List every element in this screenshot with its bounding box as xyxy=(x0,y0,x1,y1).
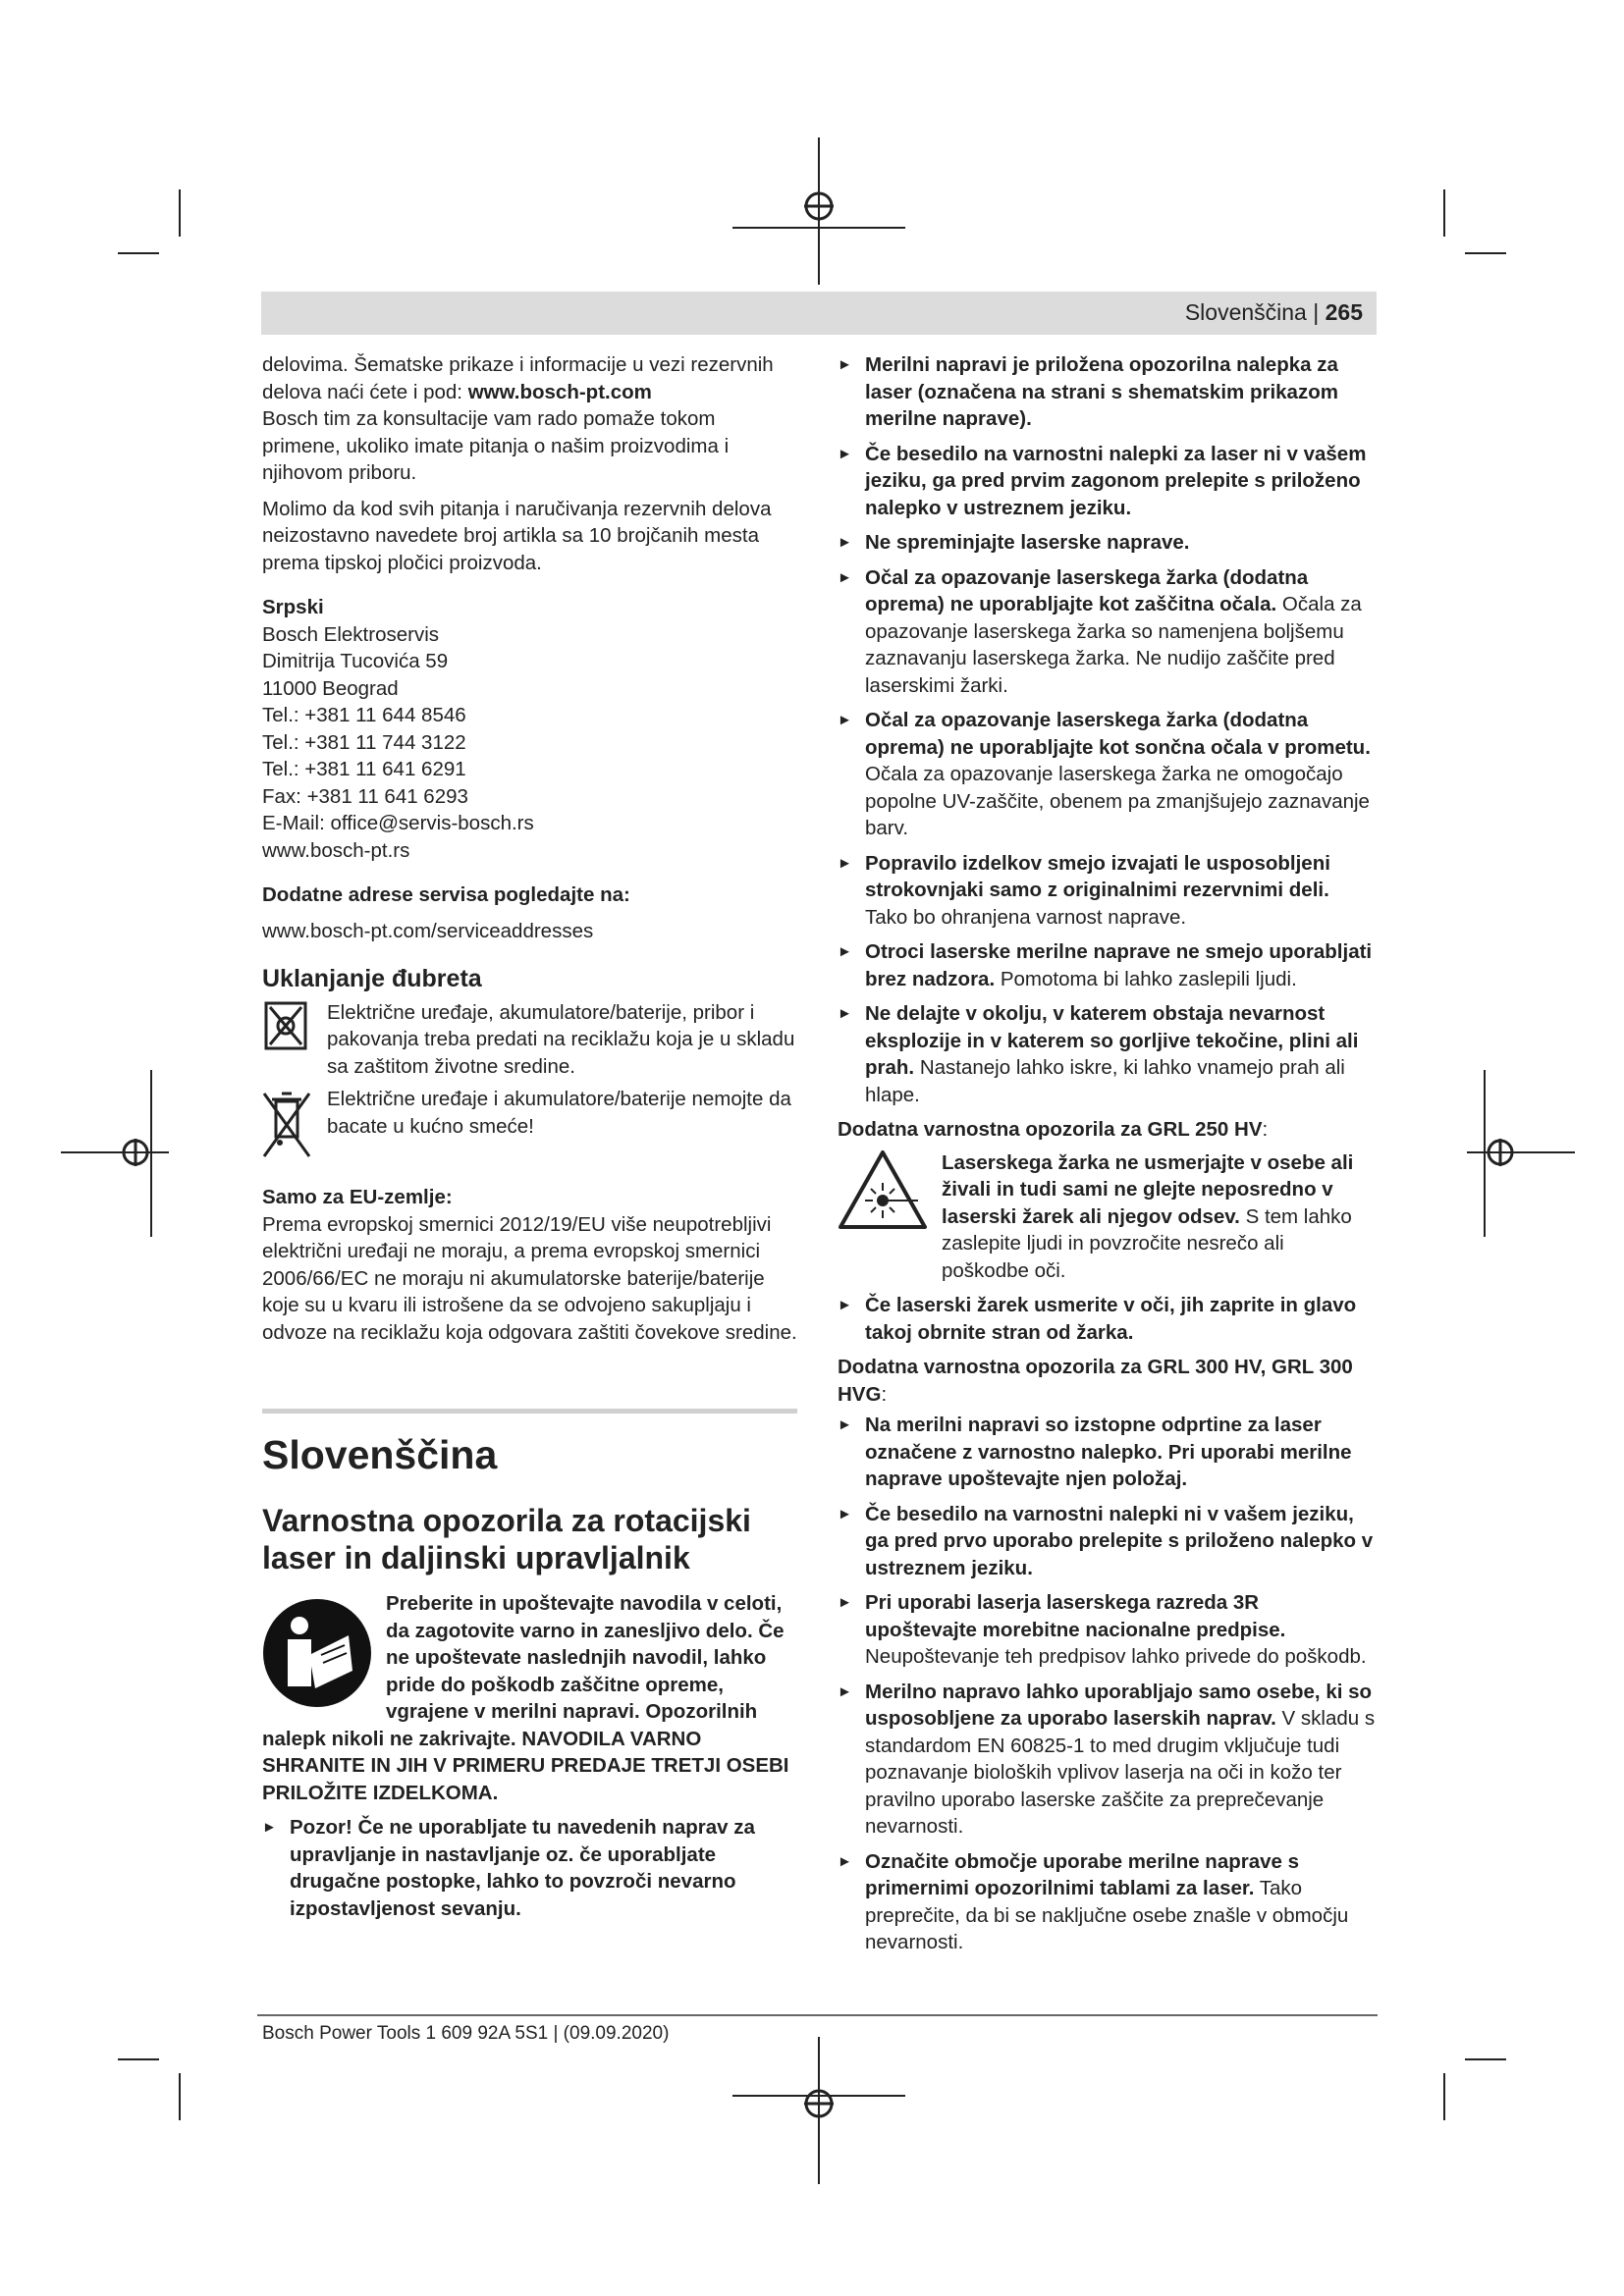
consult-paragraph: Bosch tim za konsultacije vam rado pomaže tokom primene, ukoliko imate pitanja o našim proizvodima i njihovom priboru. xyxy=(262,407,730,484)
read-manual-icon xyxy=(262,1598,372,1708)
registration-mark-right xyxy=(1467,1070,1575,1237)
subsection-title: Varnostna opozorila za rotacijski laser in daljinski upravljalnik xyxy=(262,1503,751,1575)
disposal-row-2 xyxy=(262,1086,797,1164)
bullet-item: ► Pozor! Če ne uporabljate tu navedenih naprav za upravljanje in nastavljanje oz. če uporabljate drugačne postopke, lahko to povzroči nevarno izpostavljenost sevanju. xyxy=(262,1814,797,1922)
address-line: Fax: +381 11 641 6293 xyxy=(262,784,468,808)
registration-mark-top xyxy=(732,137,905,285)
page-footer: Bosch Power Tools 1 609 92A 5S1 | (09.09.2020) xyxy=(262,2023,670,2044)
header-language: Slovenščina xyxy=(1184,299,1307,325)
srpski-title: Srpski xyxy=(262,596,324,618)
more-addresses-title: Dodatne adrese servisa pogledajte na: xyxy=(262,883,630,906)
registration-mark-bottom xyxy=(732,2037,905,2184)
section-separator xyxy=(262,1409,797,1414)
address-line: Tel.: +381 11 641 6291 xyxy=(262,758,466,780)
bullet-item: ► Popravilo izdelkov smejo izvajati le usposobljeni strokovnjaki samo z originalnimi rezervnimi deli. Tako bo ohranjena varnost naprave. xyxy=(838,850,1376,932)
bosch-link[interactable]: www.bosch-pt.com xyxy=(467,380,652,403)
laser-warning-text: Laserskega žarka ne usmerjajte v osebe ali živali in tudi sami ne glejte neposredno v laserski žarek ali njegov odsev. S tem lahko zaslepite ljudi in povzročite nesrečo ali poškodbe oči. xyxy=(942,1150,1354,1282)
bullet-item: ► Na merilni napravi so izstopne odprtine za laser označene z varnostno nalepko. Pri uporabi merilne naprave upoštevajte njen položaj. xyxy=(838,1412,1376,1493)
more-addresses-url[interactable]: www.bosch-pt.com/serviceaddresses xyxy=(262,919,594,942)
grl300-title: Dodatna varnostna opozorila za GRL 300 HV, GRL 300 HVG: xyxy=(838,1356,1353,1406)
laser-warning-block xyxy=(838,1149,1376,1285)
footer-rule xyxy=(257,2014,1378,2016)
left-column xyxy=(262,351,797,1930)
bullet-item: ► Merilni napravi je priložena opozorilna nalepka za laser (označena na strani s shematskim prikazom merilne naprave). xyxy=(838,351,1376,433)
page-number: 265 xyxy=(1325,299,1363,325)
bullet-item: ► Ne spreminjajte laserske naprave. xyxy=(838,529,1376,557)
bullet-item: ► Merilno napravo lahko uporabljajo samo osebe, ki so usposobljene za uporabo laserskih naprav. V skladu s standardom EN 60825-1 to med drugim vključuje tudi poznavanje bioloških vplivov laserja na oči in kožo ter pravilno uporabo laserske zaščite za preprečevanje nevarnosti. xyxy=(838,1679,1376,1841)
bullet-item: ► Označite območje uporabe merilne naprave s primernimi opozorilnimi tablami za laser. Tako preprečite, da bi se naključne osebe znašle v območju nevarnosti. xyxy=(838,1848,1376,1956)
article-number-paragraph: Molimo da kod svih pitanja i naručivanja rezervnih delova neizostavno navedete broj artikla sa 10 brojčanih mesta prema tipskoj pločici proizvoda. xyxy=(262,497,772,574)
header-separator: | xyxy=(1313,299,1320,325)
disposal-text-1: Električne uređaje, akumulatore/baterije, pribor i pakovanja treba predati na reciklažu koja je u skladu sa zaštitom životne sredine. xyxy=(327,1000,795,1078)
bullet-item: ► Otroci laserske merilne naprave ne smejo uporabljati brez nadzora. Pomotoma bi lahko zaslepili ljudi. xyxy=(838,938,1376,992)
section-title: Slovenščina xyxy=(262,1432,498,1477)
right-bullets-3 xyxy=(838,1412,1376,1956)
eu-title: Samo za EU-zemlje: xyxy=(262,1186,453,1208)
address-line: Dimitrija Tucovića 59 xyxy=(262,650,449,672)
bullet-item: ► Očal za opazovanje laserskega žarka (dodatna oprema) ne uporabljajte kot zaščitna očala. Očala za opazovanje laserskega žarka so namenjena boljšemu zaznavanju laserskega žarka. Ne nudijo zaščite pred laserskimi žarki. xyxy=(838,564,1376,700)
bullet-item: ► Ne delajte v okolju, v katerem obstaja nevarnost eksplozije in v katerem so gorljive tekočine, plini ali prah. Nastanejo lahko iskre, ki lahko vnamejo prah ali hlape. xyxy=(838,1000,1376,1108)
address-line: E-Mail: office@servis-bosch.rs xyxy=(262,812,534,834)
left-bullets xyxy=(262,1814,797,1922)
bullet-item: ► Očal za opazovanje laserskega žarka (dodatna oprema) ne uporabljajte kot sončna očala v prometu. Očala za opazovanje laserskega žarka ne omogočajo popolne UV-zaščite, obenem pa zmanjšujejo zaznavanje barv. xyxy=(838,707,1376,842)
disposal-title: Uklanjanje đubreta xyxy=(262,965,482,992)
eu-text: Prema evropskoj smernici 2012/19/EU više neupotrebljivi električni uređaji ne moraju, a prema evropskoj smernici 2006/66/EC ne moraju ni akumulatorske baterije/baterije koje su u kvaru ili istrošene da se odvojeno sakupljaju i odvoze na reciklažu koja odgovara zaštiti čovekove sredine. xyxy=(262,1212,797,1344)
address-line: Bosch Elektroservis xyxy=(262,622,440,646)
address-line: www.bosch-pt.rs xyxy=(262,838,410,862)
header-text xyxy=(1185,299,1363,326)
address-line: Tel.: +381 11 644 8546 xyxy=(262,704,466,726)
laser-warning-icon xyxy=(838,1149,928,1230)
disposal-row-1 xyxy=(262,999,797,1081)
registration-mark-left xyxy=(61,1070,169,1237)
bullet-item: ► Pri uporabi laserja laserskega razreda 3R upoštevajte morebitne nacionalne predpise. Neupoštevanje teh predpisov lahko privede do poškodb. xyxy=(838,1589,1376,1671)
intro-paragraph: delovima. Šematske prikaze i informacije u vezi rezervnih delova naći ćete i pod: www.bosch-pt.com xyxy=(262,353,774,403)
right-column xyxy=(838,351,1376,1964)
crossed-bin-icon xyxy=(262,1086,311,1164)
disposal-text-2: Električne uređaje i akumulatore/baterije nemojte da bacate u kućno smeće! xyxy=(327,1088,791,1138)
right-bullets-1 xyxy=(838,351,1376,1108)
read-instructions-text: Preberite in upoštevajte navodila v celoti, da zagotovite varno in zanesljivo delo. Če ne upoštevate naslednjih navodil, lahko pride do poškodb zaščitne opreme, vgrajene v merilni napravi. Opozorilnih nalepk nikoli ne zakrivajte. NAVODILA VARNO SHRANITE IN JIH V PRIMERU PREDAJE TRETJI OSEBI PRILOŽITE IZDELKOMA. xyxy=(262,1592,789,1804)
bullet-item: ► Če besedilo na varnostni nalepki ni v vašem jeziku, ga pred prvo uporabo prelepite s priloženo nalepko v ustreznem jeziku. xyxy=(838,1501,1376,1582)
address-line: 11000 Beograd xyxy=(262,676,399,700)
right-bullets-2 xyxy=(838,1292,1376,1346)
page-header xyxy=(261,292,1377,335)
bullet-item: ► Če besedilo na varnostni nalepki za laser ni v vašem jeziku, ga pred prvim zagonom prelepite s priloženo nalepko v ustreznem jeziku. xyxy=(838,441,1376,522)
bullet-item: ► Če laserski žarek usmerite v oči, jih zaprite in glavo takoj obrnite stran od žarka. xyxy=(838,1292,1376,1346)
read-instructions-block xyxy=(262,1590,797,1806)
grl250-title: Dodatna varnostna opozorila za GRL 250 HV: xyxy=(838,1118,1269,1141)
recycle-icon xyxy=(262,999,311,1054)
address-line: Tel.: +381 11 744 3122 xyxy=(262,730,466,754)
